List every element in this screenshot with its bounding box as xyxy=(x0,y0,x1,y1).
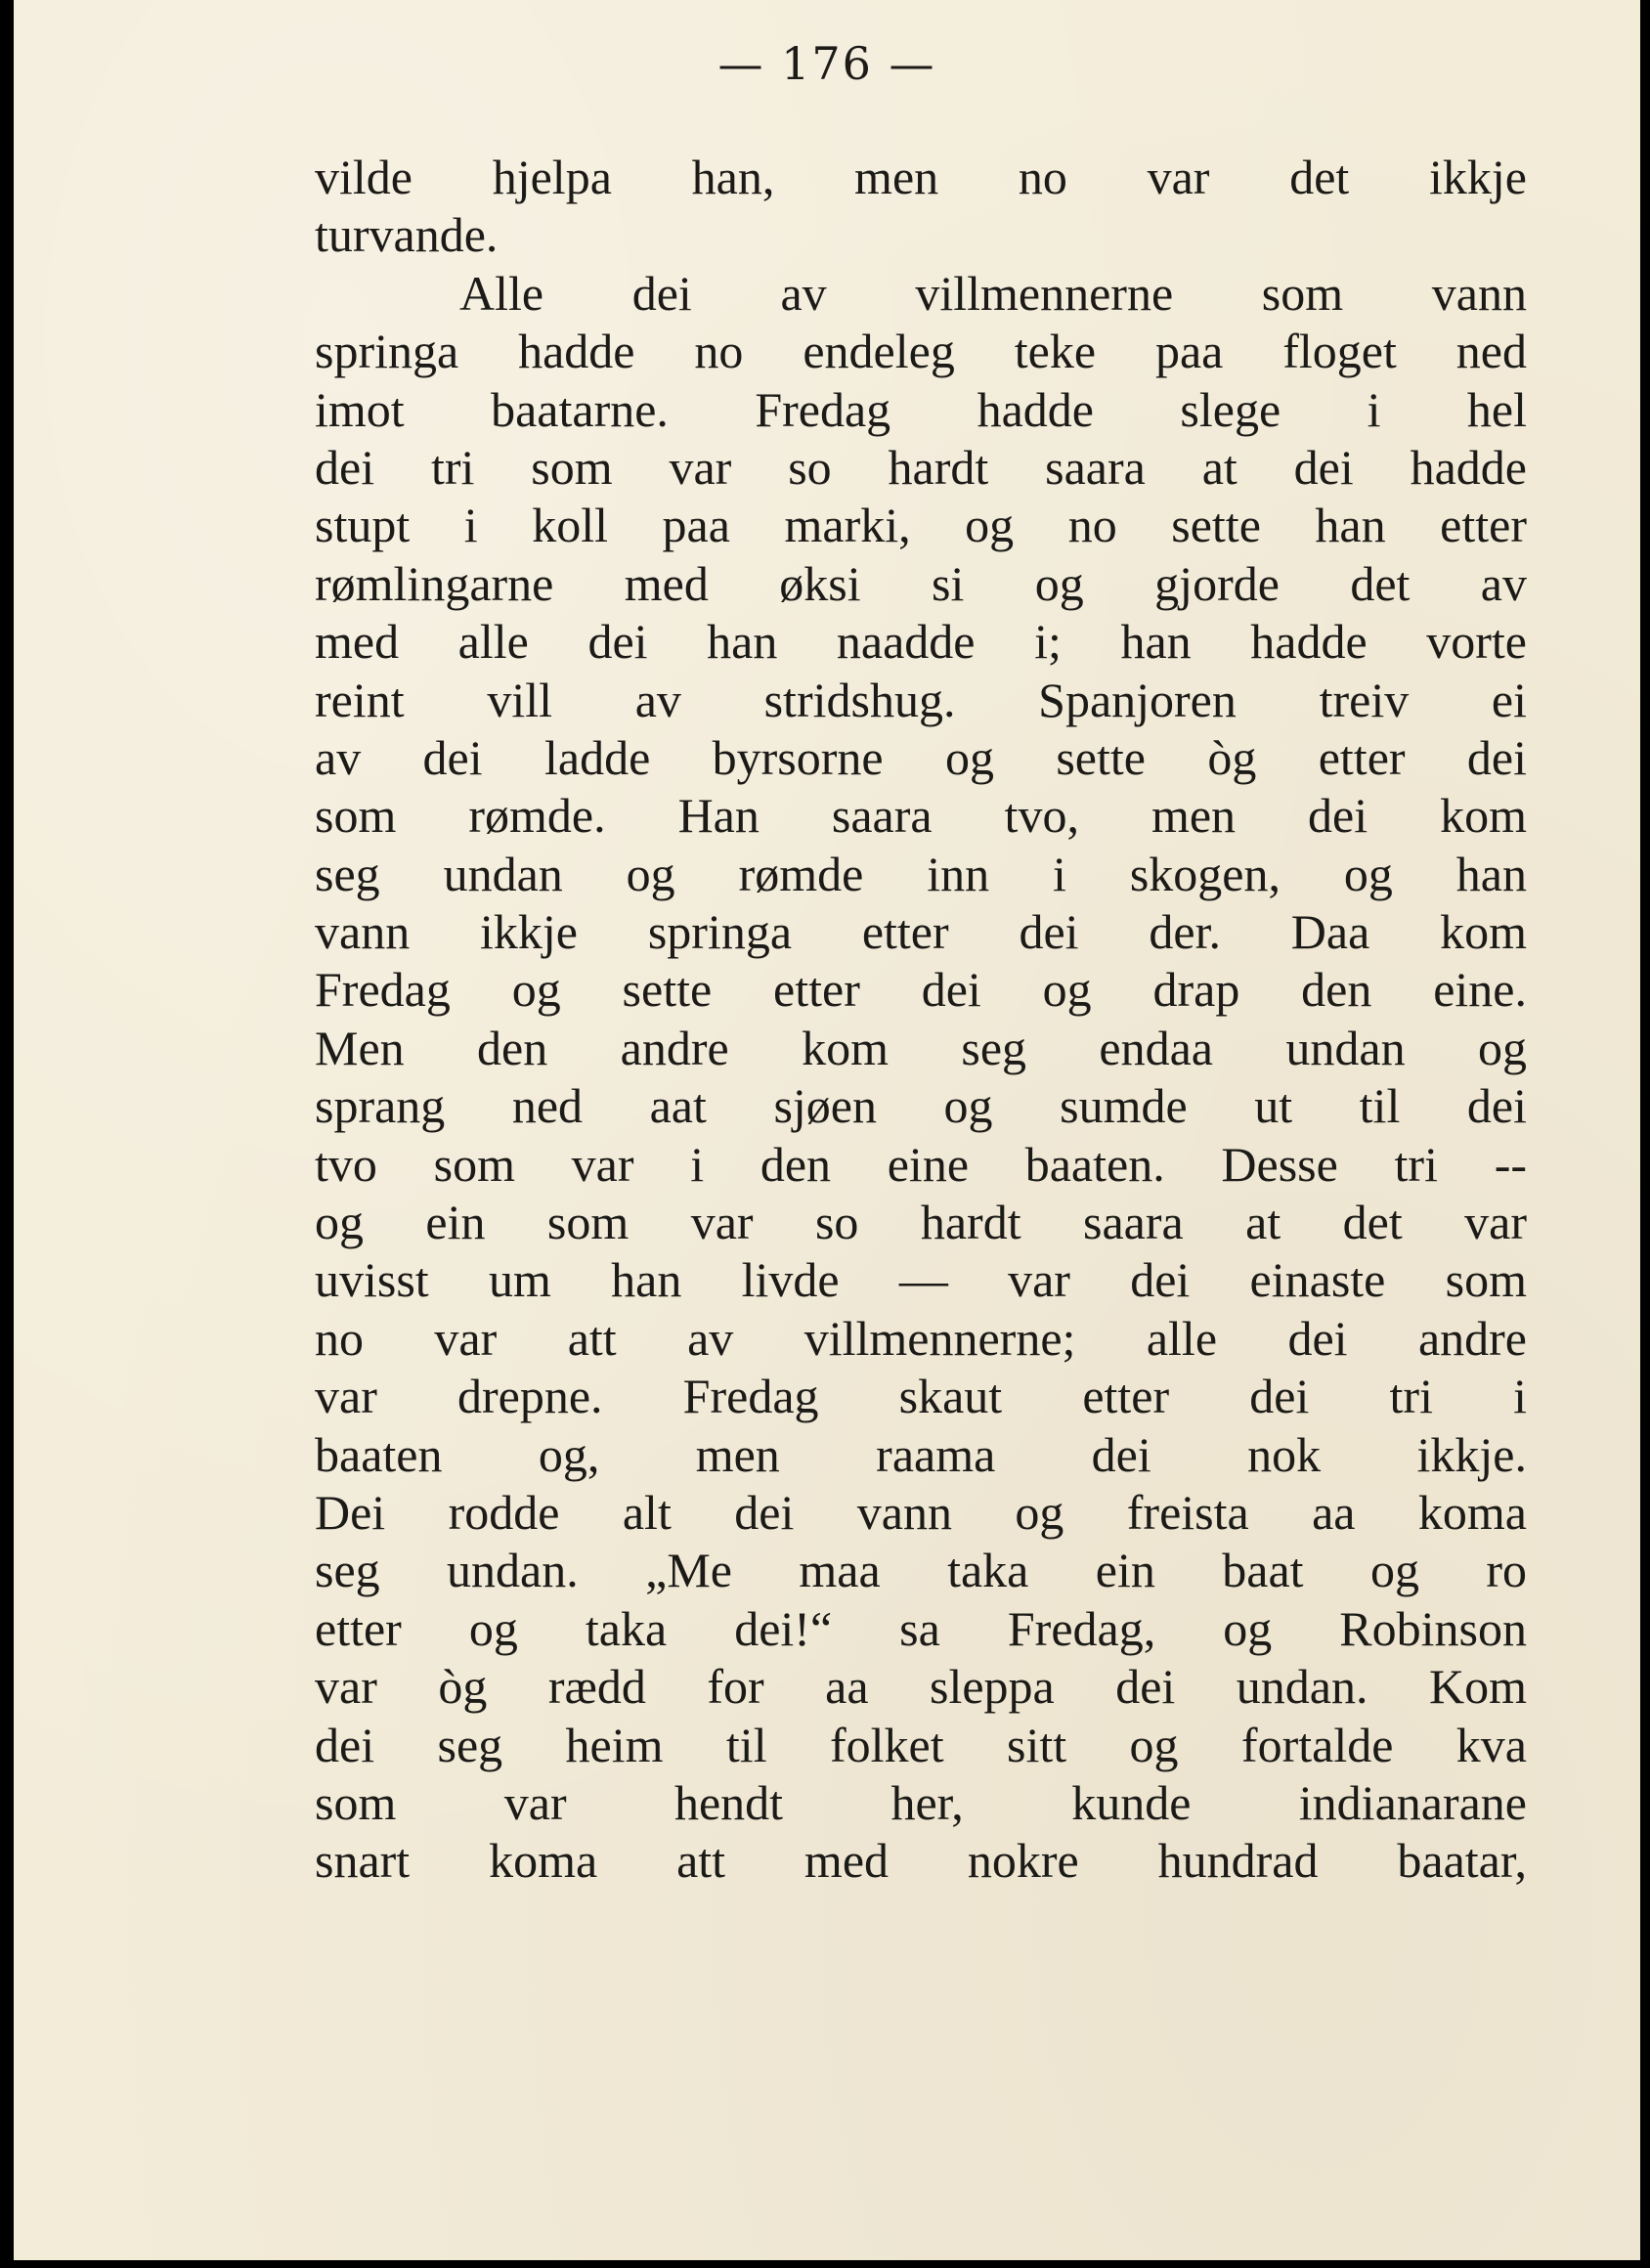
text-line: sprang ned aat sjøen og sumde ut til dei xyxy=(315,1078,1527,1134)
text-line: som rømde. Han saara tvo, men dei kom xyxy=(315,788,1527,844)
text-line: tvo som var i den eine baaten. Desse tri -- xyxy=(315,1136,1527,1192)
text-line: med alle dei han naadde i; han hadde vorte xyxy=(315,614,1527,670)
text-line: av dei ladde byrsorne og sette òg etter dei xyxy=(315,729,1527,785)
text-line: turvande. xyxy=(315,207,499,263)
text-line: springa hadde no endeleg teke paa floget ned xyxy=(315,324,1527,379)
text-line: snart koma att med nokre hundrad baatar, xyxy=(315,1833,1527,1889)
text-line: Alle dei av villmennerne som vann xyxy=(459,265,1527,321)
text-line: stupt i koll paa marki, og no sette han etter xyxy=(315,498,1527,553)
text-line: seg undan. „Me maa taka ein baat og ro xyxy=(315,1543,1527,1598)
text-line: og ein som var so hardt saara at det var xyxy=(315,1195,1527,1250)
text-line: imot baatarne. Fredag hadde slege i hel xyxy=(315,381,1527,437)
text-line: var drepne. Fredag skaut etter dei tri i xyxy=(315,1369,1527,1424)
text-line: reint vill av stridshug. Spanjoren treiv ei xyxy=(315,672,1527,727)
text-line: no var att av villmennerne; alle dei andre xyxy=(315,1310,1527,1366)
text-line: dei tri som var so hardt saara at dei hadde xyxy=(315,439,1527,495)
text-line: seg undan og rømde inn i skogen, og han xyxy=(315,846,1527,901)
text-line: Fredag og sette etter dei og drap den eine. xyxy=(315,962,1527,1018)
page-number: — 176 — xyxy=(717,37,936,90)
text-line: dei seg heim til folket sitt og fortalde kva xyxy=(315,1717,1527,1772)
text-line: uvisst um han livde — var dei einaste som xyxy=(315,1252,1527,1308)
body-text xyxy=(315,149,1527,1891)
text-line: rømlingarne med øksi si og gjorde det av xyxy=(315,555,1527,611)
book-page xyxy=(14,0,1640,2260)
text-line: som var hendt her, kunde indianarane xyxy=(315,1774,1527,1830)
text-line: var òg rædd for aa sleppa dei undan. Kom xyxy=(315,1659,1527,1715)
text-line: Men den andre kom seg endaa undan og xyxy=(315,1020,1527,1075)
text-line: baaten og, men raama dei nok ikkje. xyxy=(315,1426,1527,1482)
text-line: etter og taka dei!“ sa Fredag, og Robinson xyxy=(315,1600,1527,1656)
text-line: vann ikkje springa etter dei der. Daa kom xyxy=(315,904,1527,960)
text-line: Dei rodde alt dei vann og freista aa koma xyxy=(315,1484,1527,1540)
text-line: vilde hjelpa han, men no var det ikkje xyxy=(315,150,1527,204)
